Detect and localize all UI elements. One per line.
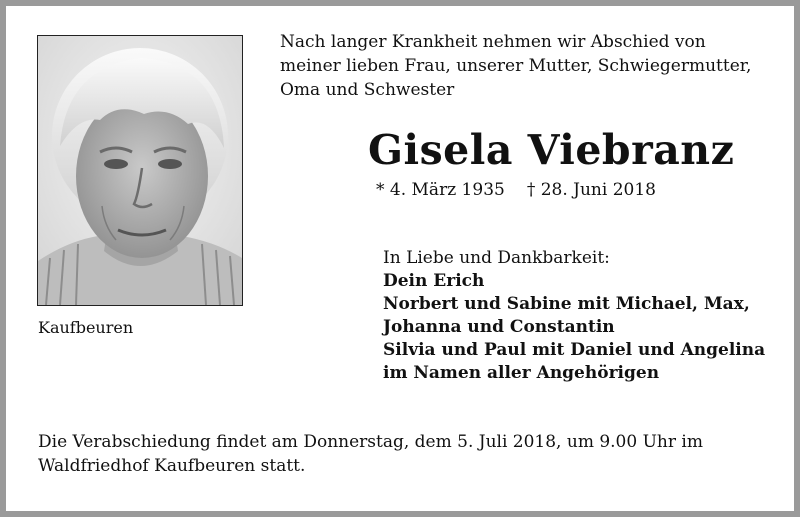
- portrait-photo: [37, 35, 243, 306]
- ceremony-line: Die Verabschiedung findet am Donnerstag, dem 5. Juli 2018, um 9.00 Uhr im: [38, 432, 703, 452]
- deceased-name: Gisela Viebranz: [368, 126, 735, 174]
- intro-text: [280, 30, 751, 102]
- birth-date: * 4. März 1935: [376, 180, 505, 200]
- mourners-block: [383, 247, 765, 385]
- ceremony-line: Waldfriedhof Kaufbeuren statt.: [38, 456, 306, 476]
- photo-caption: Kaufbeuren: [38, 318, 134, 337]
- intro-line: Oma und Schwester: [280, 80, 455, 100]
- intro-line: meiner lieben Frau, unserer Mutter, Schwiegermutter,: [280, 56, 752, 76]
- ceremony-info: [38, 430, 703, 478]
- mourner-line: Johanna und Constantin: [383, 317, 615, 337]
- death-date: † 28. Juni 2018: [526, 180, 656, 200]
- mourner-line: Norbert und Sabine mit Michael, Max,: [383, 294, 750, 314]
- mourner-line: Silvia und Paul mit Daniel und Angelina: [383, 340, 766, 360]
- intro-line: Nach langer Krankheit nehmen wir Abschied von: [280, 32, 706, 52]
- mourner-line: im Namen aller Angehörigen: [383, 363, 660, 383]
- mourner-line: Dein Erich: [383, 271, 485, 291]
- mourners-heading: In Liebe und Dankbarkeit:: [383, 248, 610, 268]
- life-dates: [376, 180, 656, 200]
